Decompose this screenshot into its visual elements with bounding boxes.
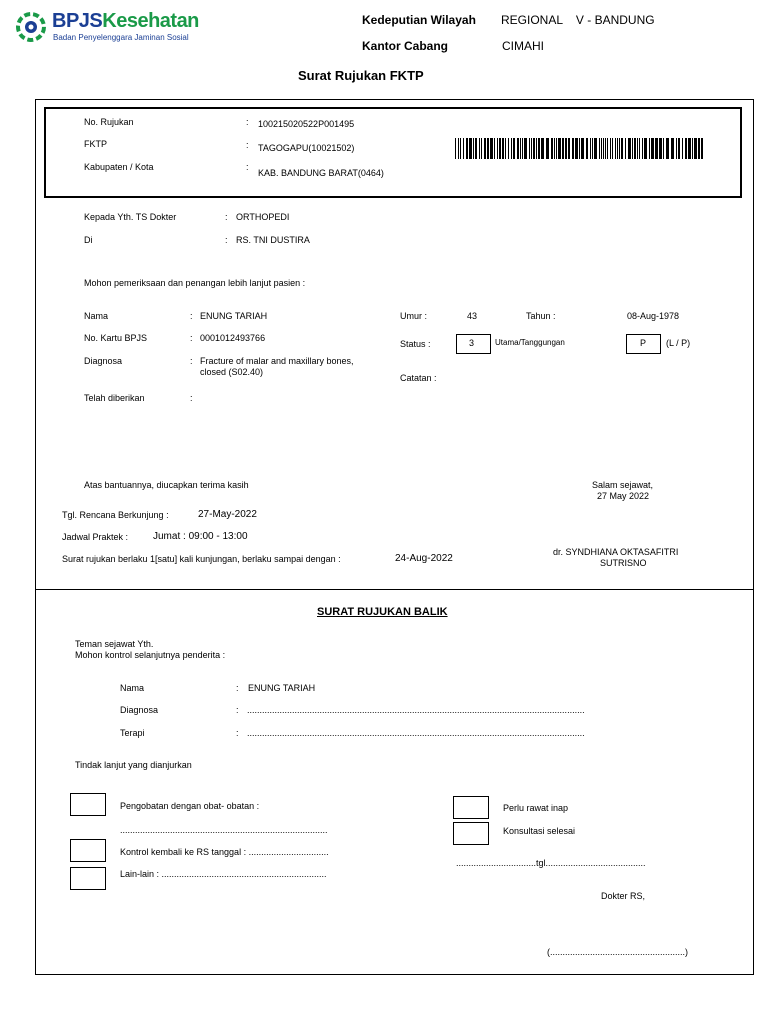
berlaku-value: 24-Aug-2022 (395, 553, 453, 564)
kepada-label: Kepada Yth. TS Dokter (84, 212, 177, 222)
teman-text: Teman sejawat Yth. (75, 639, 154, 649)
di-value: RS. TNI DUSTIRA (236, 235, 310, 245)
dokter-name-line1: dr. SYNDHIANA OKTASAFITRI (553, 547, 679, 557)
sex-value: P (640, 338, 647, 348)
umur-label: Umur : (400, 311, 427, 321)
diagnosa-colon: : (190, 356, 193, 366)
catatan-label: Catatan : (400, 373, 437, 383)
jadwal-label: Jadwal Praktek : (62, 532, 129, 542)
nama-value: ENUNG TARIAH (200, 311, 268, 321)
terima-kasih-text: Atas bantuannya, diucapkan terima kasih (84, 480, 249, 490)
tahun-label: Tahun : (526, 311, 556, 321)
kabupaten-label: Kabupaten / Kota (84, 162, 154, 172)
balik-nama-label: Nama (120, 683, 145, 693)
balik-nama-colon: : (236, 683, 239, 693)
brand-subtitle: Badan Penyelenggara Jaminan Sosial (53, 33, 189, 42)
dokter-rs-label: Dokter RS, (601, 891, 646, 901)
fktp-colon: : (246, 140, 249, 150)
pengobatan-checkbox[interactable] (70, 793, 106, 816)
kedeputian-label: Kedeputian Wilayah (362, 13, 476, 27)
barcode-icon (455, 138, 705, 159)
umur-value: 43 (467, 311, 478, 321)
bpjs-logo-icon (16, 12, 46, 42)
brand-name: BPJSKesehatan (52, 10, 199, 32)
intro-text: Mohon pemeriksaan dan penangan lebih lanjut pasien : (84, 278, 306, 288)
fktp-value: TAGOGAPU(10021502) (258, 143, 355, 153)
rawat-inap-checkbox[interactable] (453, 796, 489, 819)
kepada-colon: : (225, 212, 228, 222)
signature-line: (......................................................) (547, 947, 689, 957)
pengobatan-dots: ................................................................................... (120, 825, 328, 835)
status-value: 3 (469, 338, 475, 348)
kontrol-checkbox[interactable] (70, 839, 106, 862)
terapi-dots: ....................................................................................................................................... (247, 728, 585, 738)
konsultasi-label: Konsultasi selesai (503, 826, 576, 836)
di-label: Di (84, 235, 93, 245)
jadwal-value: Jumat : 09:00 - 13:00 (153, 531, 248, 542)
no-rujukan-colon: : (246, 117, 249, 127)
balik-diagnosa-colon: : (236, 705, 239, 715)
pengobatan-label: Pengobatan dengan obat- obatan : (120, 801, 260, 811)
kabupaten-value: KAB. BANDUNG BARAT(0464) (258, 168, 384, 178)
berlaku-text: Surat rujukan berlaku 1[satu] kali kunjungan, berlaku sampai dengan : (62, 554, 341, 564)
surat-date: 27 May 2022 (597, 491, 650, 501)
surat-rujukan-frame (35, 99, 754, 975)
lain-lain-label: Lain-lain : .................................................................. (120, 869, 327, 879)
kantor-label: Kantor Cabang (362, 39, 449, 53)
rencana-value: 27-May-2022 (198, 509, 257, 520)
diagnosa-label: Diagnosa (84, 356, 123, 366)
status-description: Utama/Tanggungan (495, 338, 565, 347)
lain-lain-checkbox[interactable] (70, 867, 106, 890)
kartu-label: No. Kartu BPJS (84, 333, 148, 343)
balik-diagnosa-dots: ....................................................................................................................................... (247, 705, 585, 715)
section-divider (36, 589, 753, 590)
mohon-text: Mohon kontrol selanjutnya penderita : (75, 650, 226, 660)
kabupaten-colon: : (246, 162, 249, 172)
fktp-label: FKTP (84, 139, 108, 149)
diagnosa-value-line1: Fracture of malar and maxillary bones, (200, 356, 354, 366)
rencana-label: Tgl. Rencana Berkunjung : (62, 510, 169, 520)
no-rujukan-value: 100215020522P001495 (258, 119, 355, 129)
nama-label: Nama (84, 311, 109, 321)
tahun-value: 08-Aug-1978 (627, 311, 680, 321)
konsultasi-checkbox[interactable] (453, 822, 489, 845)
di-colon: : (225, 235, 228, 245)
tindak-lanjut-text: Tindak lanjut yang dianjurkan (75, 760, 192, 770)
kartu-colon: : (190, 333, 193, 343)
terapi-colon: : (236, 728, 239, 738)
salam-text: Salam sejawat, (592, 480, 654, 490)
document-title: Surat Rujukan FKTP (298, 68, 424, 83)
kontrol-label: Kontrol kembali ke RS tanggal : ................................ (120, 847, 329, 857)
balik-title: SURAT RUJUKAN BALIK (317, 606, 448, 618)
telah-diberikan-label: Telah diberikan (84, 393, 145, 403)
balik-nama-value: ENUNG TARIAH (248, 683, 316, 693)
terapi-label: Terapi (120, 728, 145, 738)
nama-colon: : (190, 311, 193, 321)
status-label: Status : (400, 339, 431, 349)
kartu-value: 0001012493766 (200, 333, 266, 343)
no-rujukan-label: No. Rujukan (84, 117, 134, 127)
balik-diagnosa-label: Diagnosa (120, 705, 159, 715)
dokter-name-line2: SUTRISNO (600, 558, 647, 568)
tgl-line: ................................tgl........................................ (456, 858, 646, 868)
telah-diberikan-colon: : (190, 393, 193, 403)
kedeputian-value: REGIONAL V - BANDUNG (501, 13, 655, 27)
rawat-inap-label: Perlu rawat inap (503, 803, 569, 813)
kepada-value: ORTHOPEDI (236, 212, 290, 222)
kantor-value: CIMAHI (502, 39, 544, 53)
diagnosa-value-line2: closed (S02.40) (200, 367, 264, 377)
sex-options: (L / P) (666, 338, 691, 348)
